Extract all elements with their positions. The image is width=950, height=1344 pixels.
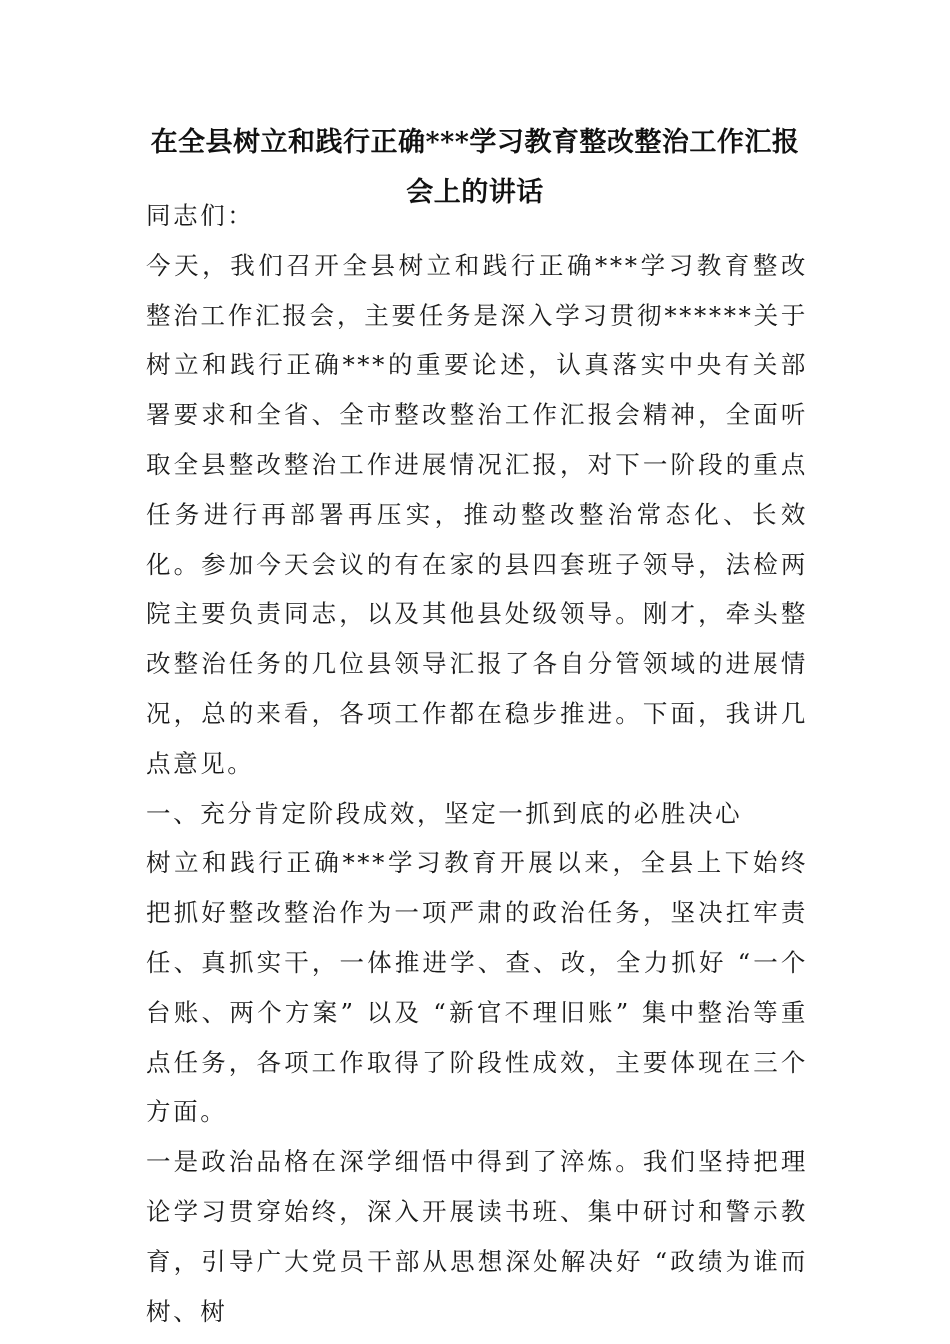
paragraph-achievements: 树立和践行正确***学习教育开展以来，全县上下始终把抓好整改整治作为一项严肃的政治任务，坚决扛牢责任、真抓实干，一体推进学、查、改，全力抓好 “一个台账、两个方案” 以及 “新官不理旧账” 集中整治等重点任务，各项工作取得了阶段性成效，主要体现在三个方面。 — [146, 848, 808, 1127]
document-body — [146, 191, 808, 1336]
section-heading-1: 一、充分肯定阶段成效，坚定一抓到底的必胜决心 — [146, 798, 743, 828]
paragraph-intro: 今天，我们召开全县树立和践行正确***学习教育整改整治工作汇报会，主要任务是深入学习贯彻******关于树立和践行正确***的重要论述，认真落实中央有关部署要求和全省、全市整改整治工作汇报会精神，全面听取全县整改整治工作进展情况汇报，对下一阶段的重点任务进行再部署再压实，推动整改整治常态化、长效化。参加今天会议的有在家的县四套班子领导，法检两院主要负责同志，以及其他县处级领导。刚才，牵头整改整治任务的几位县领导汇报了各自分管领域的进展情况，总的来看，各项工作都在稳步推进。下面，我讲几点意见。 — [146, 250, 808, 778]
salutation: 同志们： — [146, 201, 255, 230]
document-title: 在全县树立和践行正确***学习教育整改整治工作汇报会上的讲话 — [150, 127, 800, 208]
paragraph-point-1: 一是政治品格在深学细悟中得到了淬炼。我们坚持把理论学习贯穿始终，深入开展读书班、集中研讨和警示教育，引导广大党员干部从思想深处解决好 “政绩为谁而树、树 — [146, 1147, 808, 1326]
